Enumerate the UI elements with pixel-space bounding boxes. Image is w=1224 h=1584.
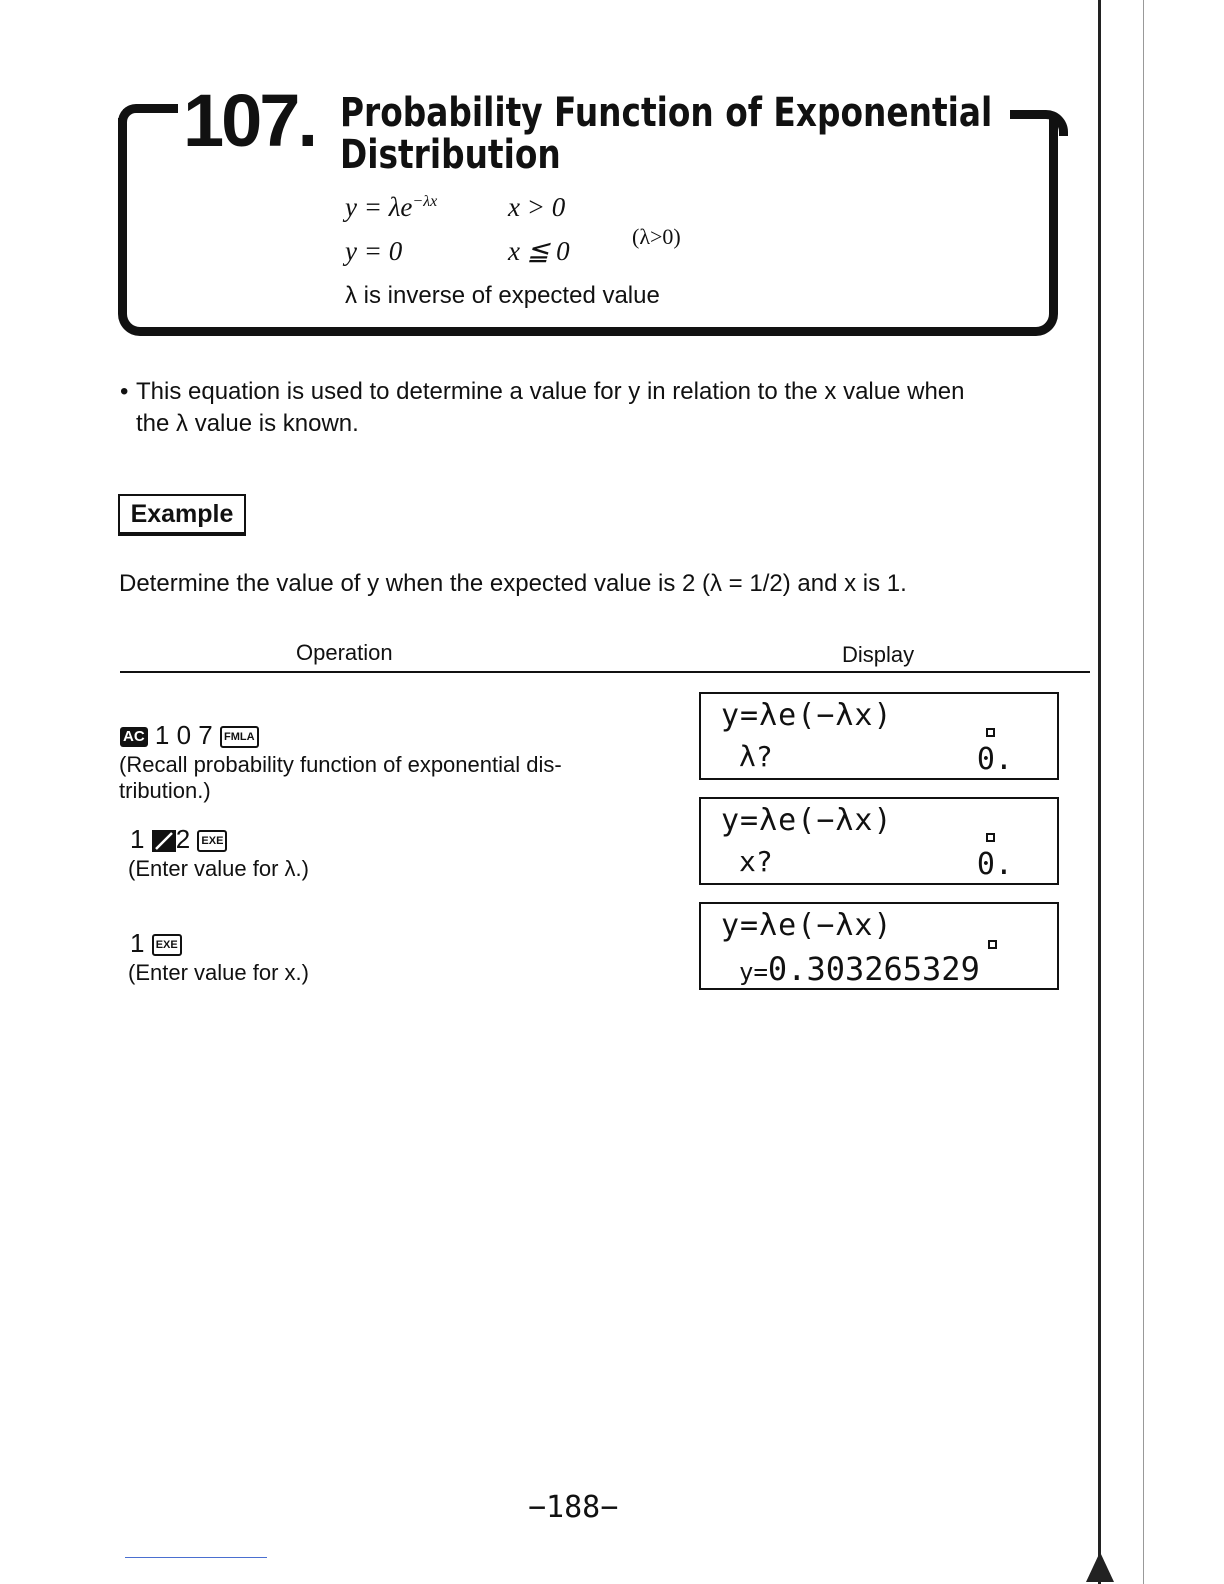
page-number: −188− (528, 1490, 619, 1525)
display-indicator-icon (986, 833, 995, 842)
display-indicator-icon (986, 728, 995, 737)
step2-note: (Enter value for λ.) (128, 856, 309, 881)
exe-key: EXE (152, 934, 182, 956)
formula-1-exponent: −λx (412, 193, 438, 210)
step1-note: (Recall probability function of exponential dis- tribution.) (119, 752, 562, 803)
display-step1 (699, 692, 1059, 780)
intro-line1: This equation is used to determine a value for y in relation to the x value when (136, 378, 965, 405)
display-column-header: Display (842, 642, 915, 667)
display-prompt: x? (739, 845, 773, 878)
display-indicator-icon (988, 940, 997, 949)
display-formula: y=λe(−λx) (721, 803, 893, 838)
operation-column-header: Operation (296, 640, 393, 665)
example-problem: Determine the value of y when the expected value is 2 (λ = 1/2) and x is 1. (119, 570, 907, 597)
formula-2-condition: x ≦ 0 (508, 236, 570, 266)
formula-1-condition: x > 0 (508, 192, 566, 222)
display-result: y=0.303265329 (739, 950, 980, 988)
section-title (340, 92, 1012, 176)
intro-bullet: • (120, 378, 129, 405)
display-step3 (699, 902, 1059, 990)
step3-note: (Enter value for x.) (128, 960, 309, 985)
exe-key: EXE (197, 830, 227, 852)
step1-keys: AC 1 0 7 FMLA (120, 720, 259, 751)
margin-arrow-icon (1086, 1552, 1114, 1582)
step3-keys: 1 EXE (130, 928, 182, 959)
fraction-key-icon (152, 830, 176, 852)
section-title-line1: Probability Function of Exponential (340, 90, 993, 136)
display-step2 (699, 797, 1059, 885)
bottom-rule (125, 1557, 267, 1558)
lambda-note: λ is inverse of expected value (345, 282, 660, 309)
display-value: 0. (976, 847, 1013, 882)
formula-1: $y = \lambda e^{-\lambda x}$ (345, 192, 438, 222)
table-header-rule (120, 671, 1090, 673)
formula-2: y = 0 (345, 236, 403, 266)
right-margin-thin-line (1143, 0, 1144, 1584)
intro-line2: the λ value is known. (136, 410, 359, 437)
display-formula: y=λe(−λx) (721, 698, 893, 733)
lambda-condition: (λ>0) (632, 224, 681, 249)
fmla-key: FMLA (220, 726, 259, 748)
intro-paragraph (136, 376, 1076, 440)
display-value: 0. (976, 742, 1013, 777)
display-formula: y=λe(−λx) (721, 908, 893, 943)
section-title-line2: Distribution (340, 132, 561, 178)
display-prompt: λ? (739, 740, 773, 773)
section-number: 107. (183, 79, 316, 162)
step2-keys: 1 2 EXE (130, 824, 227, 855)
ac-key: AC (120, 727, 148, 747)
example-label: Example (118, 494, 246, 536)
right-margin-line (1098, 0, 1101, 1584)
